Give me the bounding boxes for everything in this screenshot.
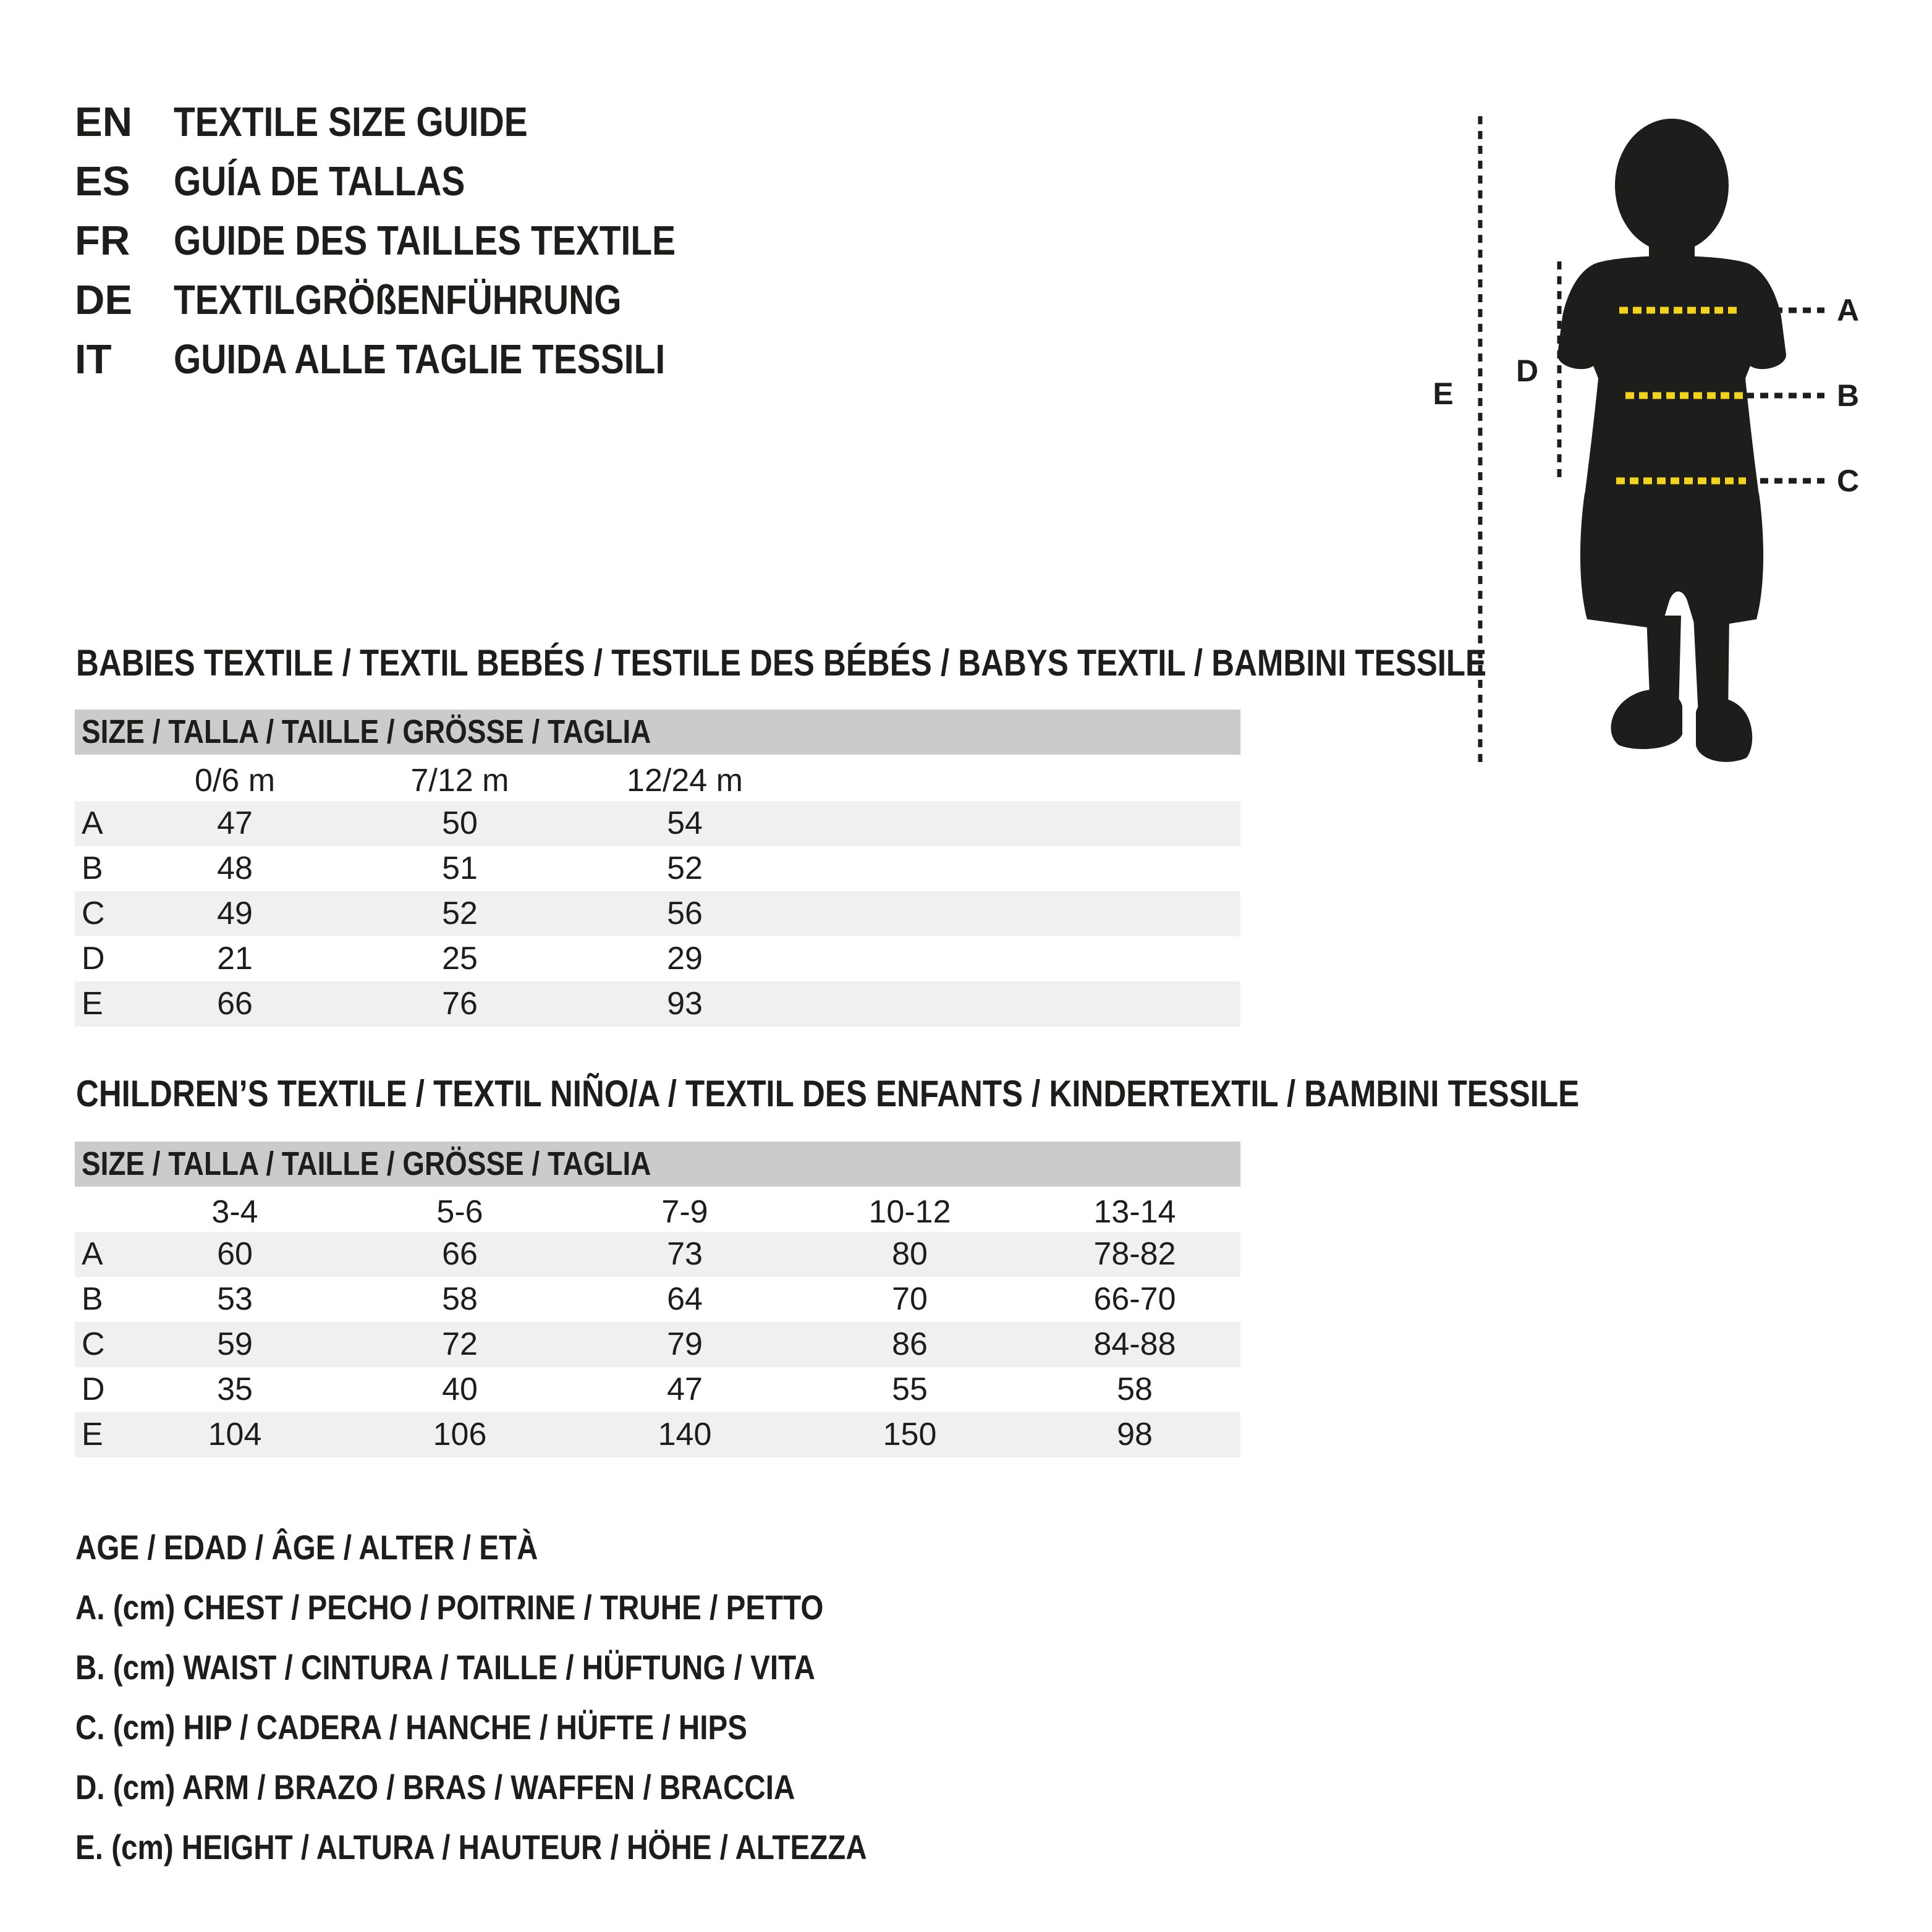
legend-line-arm: D. (cm) ARM / BRAZO / BRAS / WAFFEN / BRACCIA	[75, 1768, 795, 1807]
column-header: 0/6 m	[194, 763, 276, 799]
row-label: C	[82, 896, 105, 931]
table-cell: 73	[667, 1236, 703, 1272]
row-label: A	[82, 805, 103, 841]
table-cell: 150	[883, 1417, 937, 1452]
legend-line-age: AGE / EDAD / ÂGE / ALTER / ETÀ	[75, 1528, 538, 1567]
measure-label-a: A	[1836, 293, 1860, 328]
row-label: B	[82, 850, 103, 886]
children-size-header-bar	[75, 1142, 1240, 1187]
table-cell: 47	[667, 1371, 703, 1407]
table-cell: 59	[217, 1326, 253, 1362]
table-cell: 52	[667, 850, 703, 886]
table-cell: 72	[442, 1326, 478, 1362]
row-label: D	[82, 941, 105, 977]
table-cell: 29	[667, 941, 703, 977]
babies-section-title: BABIES TEXTILE / TEXTIL BEBÉS / TESTILE DES BÉBÉS / BABYS TEXTIL / BAMBINI TESSILE	[76, 642, 1487, 684]
row-label: D	[82, 1371, 105, 1407]
lang-title: GUÍA DE TALLAS	[174, 158, 465, 205]
babies-column-header-row	[75, 758, 1240, 803]
table-cell: 40	[442, 1371, 478, 1407]
table-cell: 49	[217, 896, 253, 931]
lang-code: IT	[75, 336, 112, 383]
table-row	[75, 981, 1240, 1027]
table-cell: 56	[667, 896, 703, 931]
measure-label-b: B	[1836, 378, 1860, 413]
table-cell: 76	[442, 986, 478, 1022]
table-cell: 60	[217, 1236, 253, 1272]
table-cell: 79	[667, 1326, 703, 1362]
table-cell: 64	[667, 1281, 703, 1317]
lang-title: TEXTILGRÖßENFÜHRUNG	[174, 277, 622, 323]
lang-code: EN	[75, 99, 133, 145]
lang-code: FR	[75, 218, 130, 264]
size-header-label: SIZE / TALLA / TAILLE / GRÖSSE / TAGLIA	[82, 1145, 651, 1182]
table-cell: 93	[667, 986, 703, 1022]
table-row	[75, 936, 1240, 981]
measure-label-d: D	[1515, 354, 1539, 388]
table-cell: 58	[442, 1281, 478, 1317]
table-cell: 21	[217, 941, 253, 977]
table-cell: 55	[892, 1371, 928, 1407]
table-cell: 58	[1117, 1371, 1153, 1407]
table-row	[75, 1367, 1240, 1412]
table-cell: 48	[217, 850, 253, 886]
row-label: E	[82, 1417, 103, 1452]
babies-size-header-bar	[75, 710, 1240, 755]
table-cell: 52	[442, 896, 478, 931]
legend-line-height: E. (cm) HEIGHT / ALTURA / HAUTEUR / HÖHE / ALTEZZA	[75, 1828, 867, 1866]
measure-label-e: E	[1433, 376, 1454, 411]
table-cell: 47	[217, 805, 253, 841]
table-cell: 86	[892, 1326, 928, 1362]
row-label: C	[82, 1326, 105, 1362]
table-cell: 66	[442, 1236, 478, 1272]
column-header: 12/24 m	[627, 763, 743, 799]
children-column-header-row	[75, 1190, 1240, 1235]
table-cell: 70	[892, 1281, 928, 1317]
table-cell: 78-82	[1093, 1236, 1176, 1272]
table-row	[75, 846, 1240, 891]
table-cell: 140	[658, 1417, 712, 1452]
table-row	[75, 801, 1240, 846]
table-cell: 106	[433, 1417, 487, 1452]
column-header: 7/12 m	[410, 763, 509, 799]
legend-line-chest: A. (cm) CHEST / PECHO / POITRINE / TRUHE / PETTO	[75, 1588, 824, 1627]
table-row	[75, 1232, 1240, 1277]
table-cell: 80	[892, 1236, 928, 1272]
table-cell: 98	[1117, 1417, 1153, 1452]
lang-title: TEXTILE SIZE GUIDE	[174, 99, 528, 145]
table-cell: 35	[217, 1371, 253, 1407]
table-cell: 53	[217, 1281, 253, 1317]
table-cell: 25	[442, 941, 478, 977]
child-silhouette-diagram	[1409, 93, 1932, 797]
column-header: 3-4	[211, 1194, 258, 1230]
table-row	[75, 1322, 1240, 1367]
table-row	[75, 1277, 1240, 1322]
lang-title: GUIDA ALLE TAGLIE TESSILI	[174, 336, 666, 383]
table-cell: 66-70	[1093, 1281, 1176, 1317]
legend-line-hip: C. (cm) HIP / CADERA / HANCHE / HÜFTE / HIPS	[75, 1708, 747, 1747]
lang-code: ES	[75, 158, 130, 205]
table-cell: 51	[442, 850, 478, 886]
row-label: A	[82, 1236, 103, 1272]
lang-code: DE	[75, 277, 133, 323]
table-cell: 104	[208, 1417, 262, 1452]
size-header-label: SIZE / TALLA / TAILLE / GRÖSSE / TAGLIA	[82, 713, 651, 750]
row-label: E	[82, 986, 103, 1022]
table-cell: 50	[442, 805, 478, 841]
row-label: B	[82, 1281, 103, 1317]
column-header: 10-12	[868, 1194, 951, 1230]
table-cell: 66	[217, 986, 253, 1022]
column-header: 5-6	[436, 1194, 483, 1230]
table-cell: 54	[667, 805, 703, 841]
lang-title: GUIDE DES TAILLES TEXTILE	[174, 218, 676, 264]
measure-label-c: C	[1836, 464, 1860, 498]
column-header: 7-9	[661, 1194, 708, 1230]
table-cell: 84-88	[1093, 1326, 1176, 1362]
column-header: 13-14	[1093, 1194, 1176, 1230]
table-row	[75, 891, 1240, 936]
legend-line-waist: B. (cm) WAIST / CINTURA / TAILLE / HÜFTUNG / VITA	[75, 1648, 815, 1687]
children-section-title: CHILDREN’S TEXTILE / TEXTIL NIÑO/A / TEXTIL DES ENFANTS / KINDERTEXTIL / BAMBINI TESSILE	[76, 1073, 1580, 1114]
table-row	[75, 1412, 1240, 1457]
child-silhouette-icon	[1557, 119, 1786, 762]
